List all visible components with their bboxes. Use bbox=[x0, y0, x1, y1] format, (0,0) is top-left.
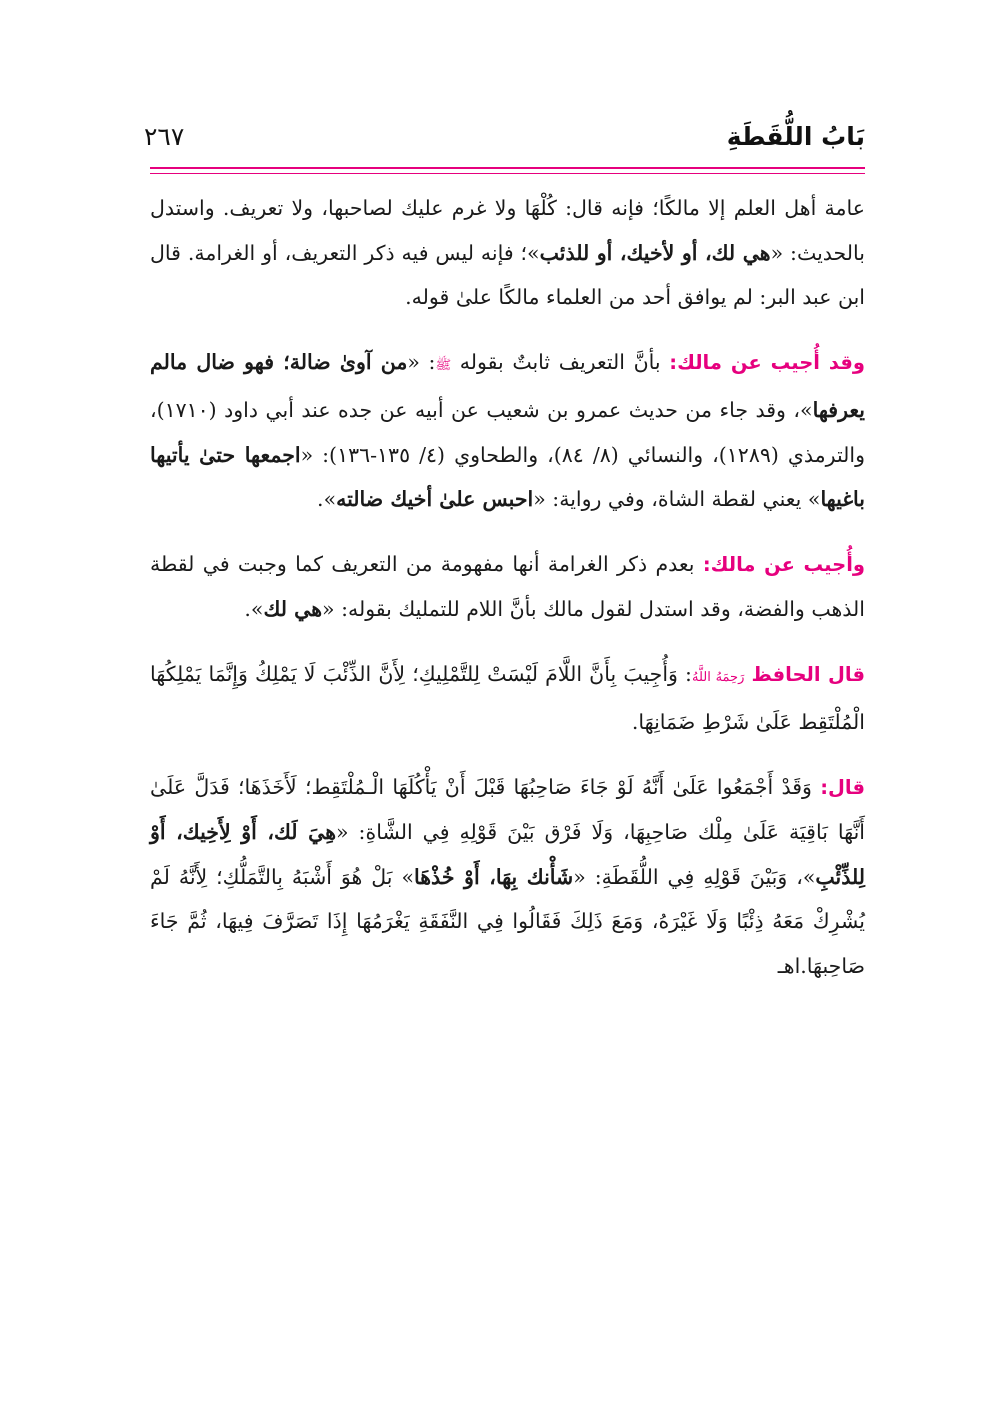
paragraph-2-text-a: بأنَّ التعريف ثابتٌ بقوله bbox=[451, 349, 670, 374]
page-number: ٢٦٧ bbox=[144, 122, 185, 151]
rahimahullah-symbol: رَحِمَهُ اللَّهُ bbox=[691, 669, 745, 685]
paragraph-5-lead: قال: bbox=[820, 775, 865, 799]
paragraph-4 bbox=[150, 652, 865, 745]
paragraph-3-text-a: بعدم ذكر الغرامة أنها مفهومة من التعريف كما وجبت في لقطة الذهب والفضة، وقد استدل لقول مالك بأنَّ اللام للتمليك بقوله: « bbox=[150, 551, 865, 621]
page-header bbox=[144, 120, 865, 172]
hadith-quote: شَأْنك بِهَا، أَوْ خُذْهَا bbox=[414, 864, 574, 889]
paragraph-1-text-end: »؛ فإنه ليس فيه ذكر التعريف، أو الغرامة. قال ابن عبد البر: لم يوافق أحد من العلماء مالكًا علىٰ قوله. bbox=[150, 240, 865, 309]
paragraph-3-lead: وأُجيب عن مالك: bbox=[702, 552, 865, 576]
paragraph-2-text-b: : « bbox=[407, 349, 436, 374]
page-body bbox=[150, 186, 865, 988]
hadith-quote: من آوىٰ ضالة؛ فهو ضال مالم يعرفها bbox=[150, 349, 865, 422]
paragraph-1-text: عامة أهل العلم إلا مالكًا؛ فإنه قال: كُلْهَا ولا غرم عليك لصاحبها، ولا تعريف. واستدل بالحديث: « bbox=[150, 196, 865, 265]
paragraph-5-text-b: »، وَبَيْنَ قَوْلِهِ فِي اللُّقَطَةِ: « bbox=[573, 864, 816, 889]
paragraph-5 bbox=[150, 765, 865, 989]
header-rule-thick bbox=[150, 167, 865, 169]
paragraph-5-text-a: وَقَدْ أَجْمَعُوا عَلَىٰ أَنَّهُ لَوْ جَاءَ صَاحِبُهَا قَبْلَ أَنْ يَأْكُلَهَا الْـمُلْتَقِط؛ لَأَخَذَهَا؛ فَدَلَّ عَلَىٰ أَنَّهَا بَاقِيَة عَلَىٰ مِلْك صَاحِبِهَا، وَلَا فَرْق بَيْنَ قَوْلِهِ فِي الشَّاةِ: « bbox=[150, 774, 866, 844]
hadith-quote: هي لك bbox=[263, 597, 323, 621]
paragraph-5-text-c: » بَلْ هُوَ أَشْبَهُ بِالتَّمَلُّكِ؛ لِأَنَّهُ لَمْ يُشْرِكْ مَعَهُ ذِئْبًا وَلَا غَيْرَهُ، وَمَعَ ذَلِكَ فَقَالُوا فِي النَّفَقَةِ يَغْرَمُهَا إِذَا تَصَرَّفَ فِيهَا، ثُمَّ جَاءَ صَاحِبهَا.اهـ bbox=[150, 864, 865, 978]
header-rule-thin bbox=[150, 173, 865, 174]
hadith-quote: هِيَ لَك، أَوْ لِأَخِيك، أَوْ لِلذِّئْبِ bbox=[150, 820, 866, 889]
paragraph-1 bbox=[150, 186, 865, 320]
hadith-quote: احبس علىٰ أخيك ضالته bbox=[336, 487, 534, 511]
paragraph-2-text-e: ». bbox=[317, 487, 337, 511]
paragraph-2-text-c: »، وقد جاء من حديث عمرو بن شعيب عن أبيه عن جده عند أبي داود (١٧١٠)، والترمذي (١٢٨٩)، والنسائي (٨/ ٨٤)، والطحاوي (٤/ ١٣٥-١٣٦): « bbox=[150, 398, 865, 467]
paragraph-4-lead: قال الحافظ bbox=[751, 662, 865, 686]
hadith-quote: اجمعها حتىٰ يأتيها باغيها bbox=[150, 442, 865, 511]
paragraph-3 bbox=[150, 542, 865, 632]
paragraph-2-lead: وقد أُجيب عن مالك: bbox=[669, 350, 865, 374]
paragraph-4-text: : وَأُجِيبَ بِأَنَّ اللَّامَ لَيْسَتْ لِلتَّمْلِيكِ؛ لِأَنَّ الذِّئْبَ لَا يَمْلِكُ وَإِنَّمَا يَمْلِكُهَا الْمُلْتَقِط عَلَىٰ شَرْطِ ضَمَانِهَا. bbox=[150, 661, 865, 734]
salawat-symbol: ﷺ bbox=[435, 357, 452, 373]
chapter-title: بَابُ اللُّقَطَةِ bbox=[726, 122, 865, 151]
hadith-quote: هي لك، أو لأخيك، أو للذئب bbox=[539, 240, 771, 265]
paragraph-2-text-d: » يعني لقطة الشاة، وفي رواية: « bbox=[533, 487, 821, 511]
paragraph-3-text-b: ». bbox=[244, 597, 264, 621]
book-page bbox=[144, 120, 866, 1320]
paragraph-2 bbox=[150, 340, 865, 522]
